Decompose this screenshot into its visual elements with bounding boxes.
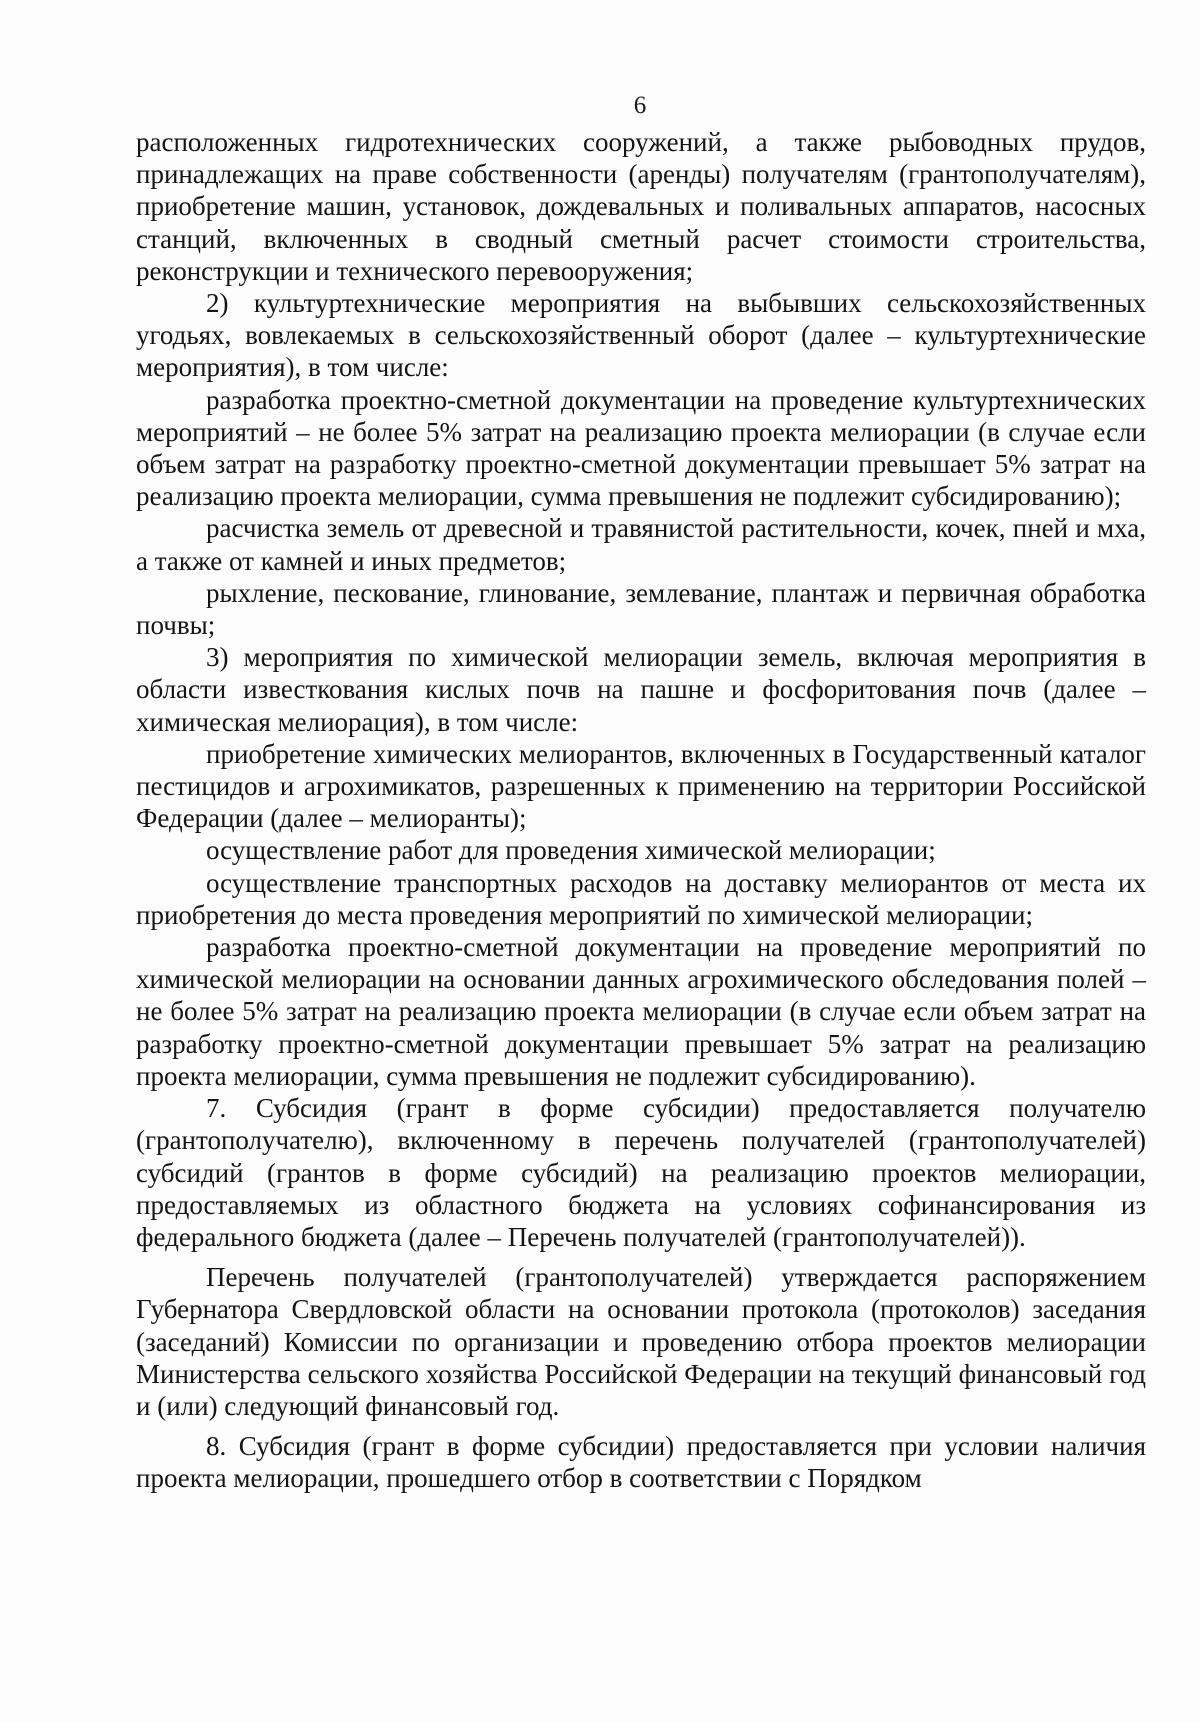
paragraph-works: осуществление работ для проведения химической мелиорации; — [206, 835, 936, 866]
paragraph-section-8: 8. Субсидия (грант в форме субсидии) предоставляется при условии наличия проекта мелиорации, прошедшего отбор в соответствии с Порядком — [136, 1431, 1146, 1494]
paragraph-clearing: расчистка земель от древесной и травянистой растительности, кочек, пней и мха, а также от камней и иных предметов; — [136, 513, 1146, 576]
paragraph-chemical-design-docs: разработка проектно-сметной документации на проведение мероприятий по химической мелиорации на основании данных агрохимического обследования полей – не более 5% затрат на реализацию проекта мелиорации (в случае если объем затрат на разработку проектно-сметной документации превышает 5% затрат на реализацию проекта мелиорации, сумма превышения не подлежит субсидированию). — [136, 932, 1146, 1091]
paragraph-item-3: 3) мероприятия по химической мелиорации земель, включая мероприятия в области известкования кислых почв на пашне и фосфоритования почв (далее – химическая мелиорация), в том числе: — [136, 642, 1146, 737]
paragraph-ameliorants: приобретение химических мелиорантов, включенных в Государственный каталог пестицидов и агрохимикатов, разрешенных к применению на территории Российской Федерации (далее – мелиоранты); — [136, 738, 1146, 834]
paragraph-list-approval: Перечень получателей (грантополучателей) утверждается распоряжением Губернатора Свердловской области на основании протокола (протоколов) заседания (заседаний) Комиссии по организации и проведению отбора проектов мелиорации Министерства сельского хозяйства Российской Федерации на текущий финансовый год и (или) следующий финансовый год. — [136, 1262, 1146, 1421]
paragraph-design-docs: разработка проектно-сметной документации на проведение культуртехнических мероприятий – не более 5% затрат на реализацию проекта мелиорации (в случае если объем затрат на разработку проектно-сметной документации превышает 5% затрат на реализацию проекта мелиорации, сумма превышения не подлежит субсидированию); — [136, 384, 1146, 512]
document-body — [136, 126, 1146, 1495]
paragraph-continuation: расположенных гидротехнических сооружений, а также рыбоводных прудов, принадлежащих на праве собственности (аренды) получателям (грантополучателям), приобретение машин, установок, дождевальных и поливальных аппаратов, насосных станций, включенных в сводный сметный расчет стоимости строительства, реконструкции и технического перевооружения; — [136, 127, 1146, 286]
paragraph-item-2: 2) культуртехнические мероприятия на выбывших сельскохозяйственных угодьях, вовлекаемых в сельскохозяйственный оборот (далее – культуртехнические мероприятия), в том числе: — [136, 288, 1146, 383]
paragraph-section-7: 7. Субсидия (грант в форме субсидии) предоставляется получателю (грантополучателю), включенному в перечень получателей (грантополучателей) субсидий (грантов в форме субсидий) на реализацию проектов мелиорации, предоставляемых из областного бюджета на условиях софинансирования из федерального бюджета (далее – Перечень получателей (грантополучателей)). — [136, 1093, 1146, 1252]
page-number: 6 — [633, 92, 647, 119]
paragraph-loosening: рыхление, пескование, глинование, землевание, плантаж и первичная обработка почвы; — [136, 577, 1146, 641]
paragraph-transport: осуществление транспортных расходов на доставку мелиорантов от места их приобретения до места проведения мероприятий по химической мелиорации; — [136, 867, 1146, 930]
